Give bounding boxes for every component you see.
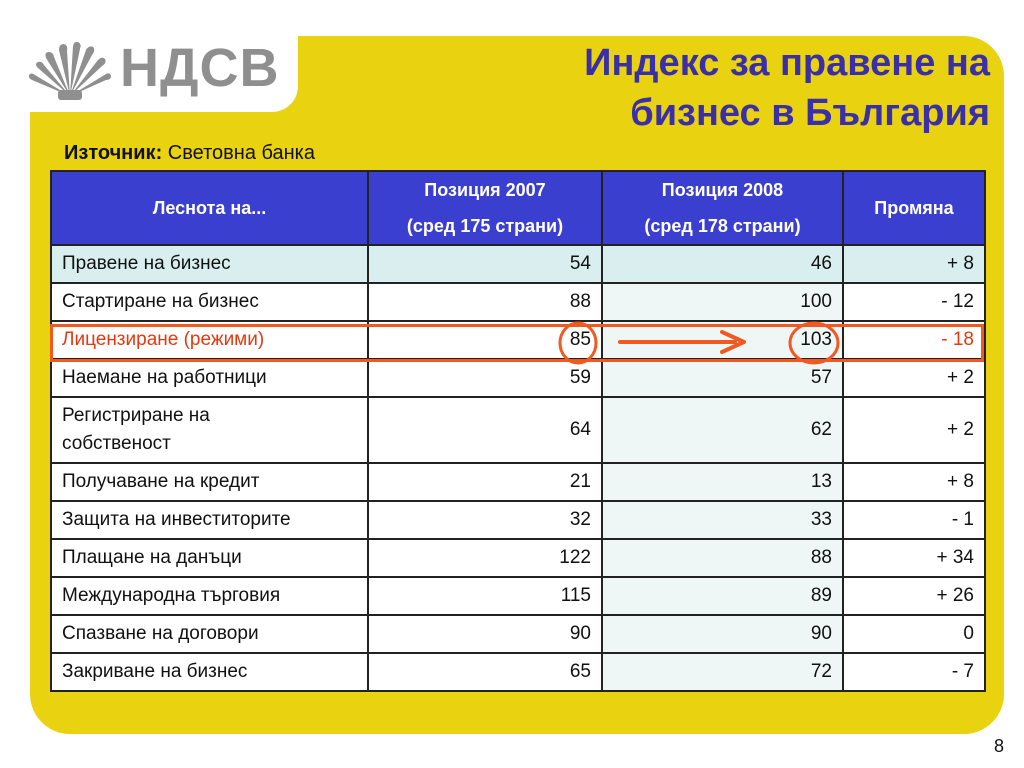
logo-text: НДСВ	[120, 38, 280, 98]
header-2007-line1: Позиция 2007	[424, 180, 546, 200]
cell-change: + 8	[843, 245, 985, 283]
table-row	[51, 615, 985, 653]
table-row	[51, 245, 985, 283]
row-label: Наемане на работници	[51, 359, 368, 397]
header-2007-line2: (сред 175 страни)	[406, 216, 564, 236]
row-label	[51, 397, 368, 463]
cell-2008: 62	[602, 397, 843, 463]
header-change: Промяна	[843, 171, 985, 245]
header-2008-line2: (сред 178 страни)	[644, 216, 801, 236]
logo-box	[0, 0, 298, 112]
cell-change: - 18	[843, 321, 985, 359]
cell-2008: 13	[602, 463, 843, 501]
cell-2007: 122	[368, 539, 602, 577]
row-label: Закриване на бизнес	[51, 653, 368, 691]
row-label: Лицензиране (режими)	[51, 321, 368, 359]
header-position-2007	[368, 171, 602, 245]
cell-2008: 33	[602, 501, 843, 539]
ranking-table	[50, 170, 986, 692]
cell-2008: 46	[602, 245, 843, 283]
table-row-highlighted	[51, 321, 985, 359]
cell-2007: 64	[368, 397, 602, 463]
cell-2007: 88	[368, 283, 602, 321]
shell-fan-icon	[28, 38, 112, 100]
row-label: Спазване на договори	[51, 615, 368, 653]
table-row	[51, 397, 985, 463]
cell-change: + 2	[843, 397, 985, 463]
table-row	[51, 577, 985, 615]
cell-change: + 34	[843, 539, 985, 577]
cell-2008: 100	[602, 283, 843, 321]
cell-change: - 12	[843, 283, 985, 321]
cell-2008: 89	[602, 577, 843, 615]
source-value: Световна банка	[167, 142, 315, 164]
table-row	[51, 359, 985, 397]
page-title	[370, 38, 990, 138]
cell-2008: 57	[602, 359, 843, 397]
cell-2007: 90	[368, 615, 602, 653]
cell-2008: 90	[602, 615, 843, 653]
row-label: Получаване на кредит	[51, 463, 368, 501]
row-label: Правене на бизнес	[51, 245, 368, 283]
cell-2007: 21	[368, 463, 602, 501]
title-line-2: бизнес в България	[630, 92, 990, 134]
cell-change: + 26	[843, 577, 985, 615]
row-label: Стартиране на бизнес	[51, 283, 368, 321]
source-note	[64, 142, 315, 165]
row-label-line1: Регистриране на	[62, 405, 210, 426]
cell-2007: 115	[368, 577, 602, 615]
source-label: Източник:	[64, 142, 163, 164]
cell-change: + 2	[843, 359, 985, 397]
value-2007: 85	[569, 329, 591, 350]
row-label: Защита на инвеститорите	[51, 501, 368, 539]
table-row	[51, 653, 985, 691]
table-row	[51, 501, 985, 539]
value-2008: 103	[800, 329, 832, 350]
header-position-2008	[602, 171, 843, 245]
row-label-line2: собственост	[62, 433, 171, 454]
row-label: Плащане на данъци	[51, 539, 368, 577]
table-row	[51, 463, 985, 501]
header-2008-line1: Позиция 2008	[661, 180, 784, 200]
table-row	[51, 283, 985, 321]
header-ease-of: Леснота на...	[51, 171, 368, 245]
table-row	[51, 539, 985, 577]
cell-change: - 7	[843, 653, 985, 691]
cell-2007: 54	[368, 245, 602, 283]
page-number: 8	[993, 736, 1004, 756]
row-label: Международна търговия	[51, 577, 368, 615]
cell-2007: 59	[368, 359, 602, 397]
cell-2008: 88	[602, 539, 843, 577]
cell-2008	[602, 321, 843, 359]
cell-change: - 1	[843, 501, 985, 539]
cell-2007: 65	[368, 653, 602, 691]
cell-2007: 32	[368, 501, 602, 539]
cell-change: 0	[843, 615, 985, 653]
table-header-row	[51, 171, 985, 245]
cell-2008: 72	[602, 653, 843, 691]
title-line-1: Индекс за правене на	[584, 42, 990, 84]
cell-change: + 8	[843, 463, 985, 501]
cell-2007	[368, 321, 602, 359]
